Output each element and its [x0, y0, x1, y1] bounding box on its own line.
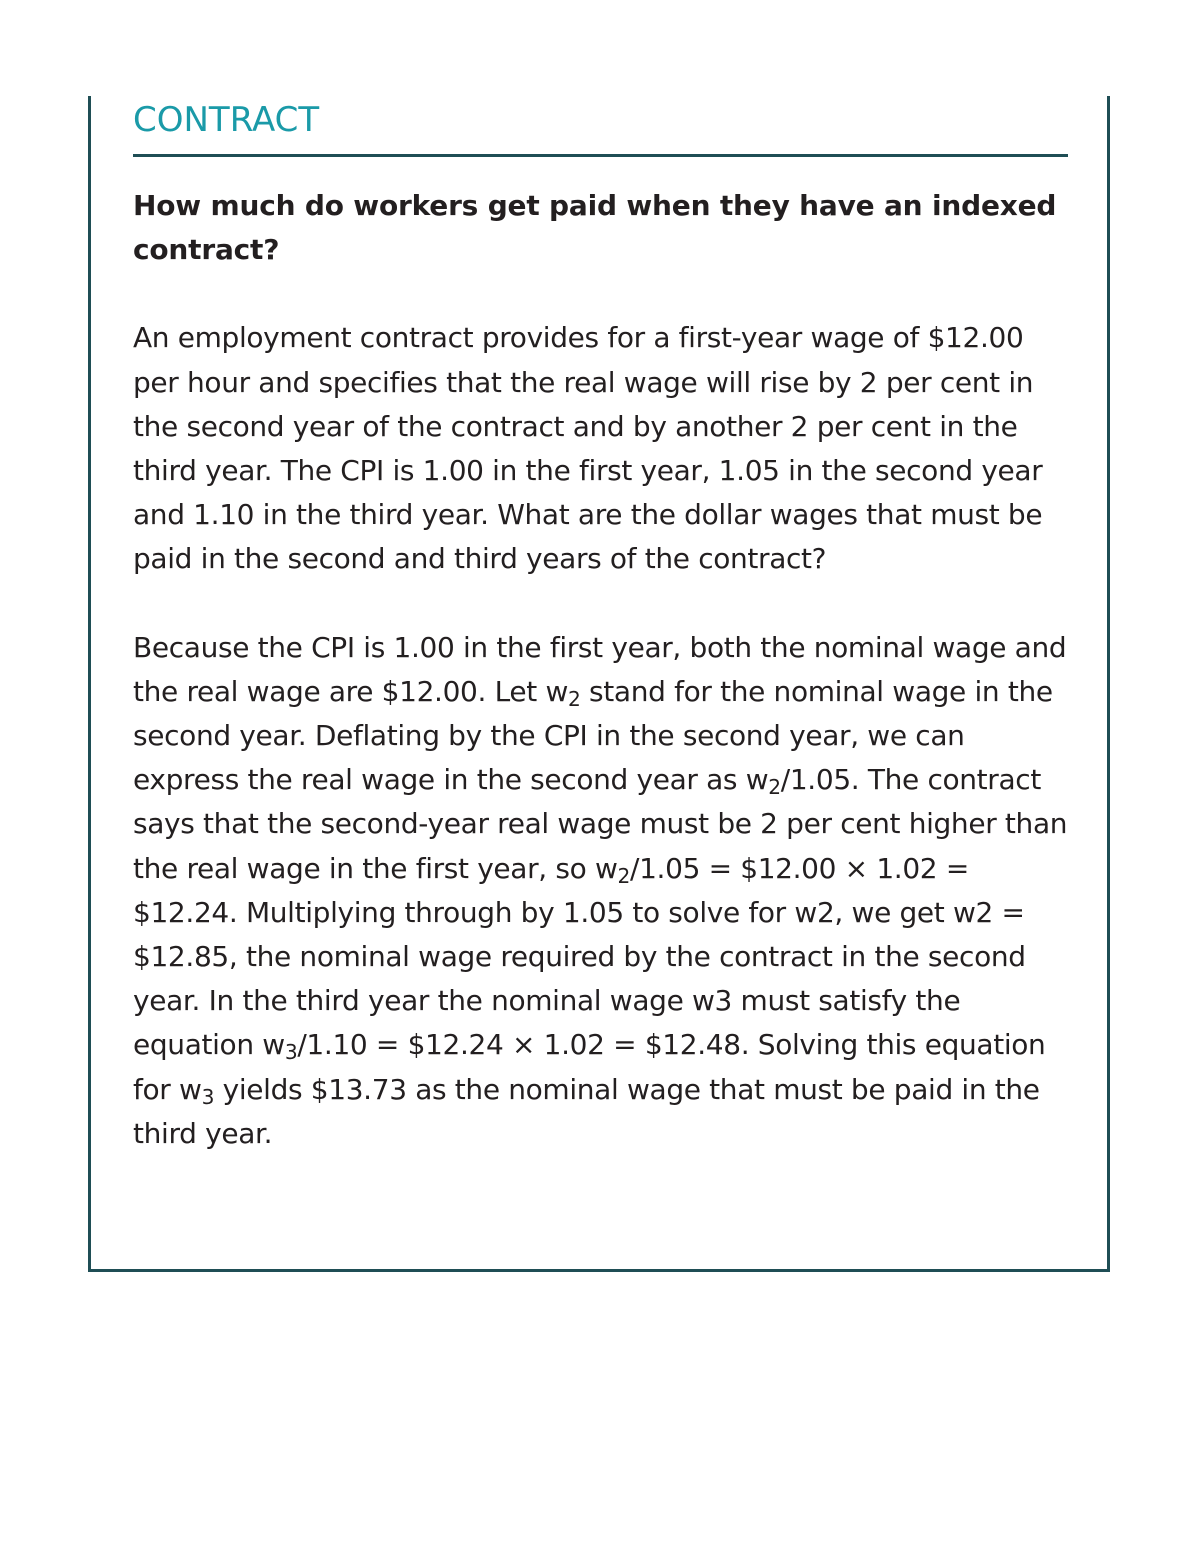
variable-base: w	[179, 1072, 202, 1106]
answer-segment: stand for the nominal wage in the second year. Deflating by the CPI in the second year, we can express the real wage in the second year as	[133, 674, 1053, 797]
variable-w3	[262, 1028, 298, 1065]
variable-subscript: 2	[768, 775, 781, 800]
answer-segment: /1.05. The contract says that the second-year real wage must be 2 per cent higher than the real wage in the first year, so	[133, 763, 1068, 885]
variable-w2	[545, 674, 581, 711]
variable-subscript: 3	[201, 1084, 215, 1109]
variable-w2	[594, 851, 630, 888]
answer-segment: /1.05 = $12.00 × 1.02 = $12.24. Multiplying through by 1.05 to solve for w2, we get w2 = $12.85, the nominal wage required by the contract in the second year. In the third year the nominal wage w3 must satisfy the equation	[133, 851, 1026, 1062]
paragraph-gap	[133, 582, 1073, 626]
variable-base: w	[262, 1028, 285, 1062]
answer-segment: yields $13.73 as the nominal wage that must be paid in the third year.	[133, 1072, 1040, 1150]
answer-text	[133, 626, 1073, 1156]
variable-w2	[745, 763, 781, 800]
variable-base: w	[545, 674, 569, 708]
variable-base: w	[594, 851, 618, 885]
answer-segment: /1.10 = $12.24 × 1.02 = $12.48. Solving this equation for	[133, 1028, 1046, 1106]
variable-subscript: 2	[568, 686, 581, 711]
paragraph-gap	[133, 272, 1073, 316]
section-heading: CONTRACT	[133, 100, 320, 140]
answer-segment: Because the CPI is 1.00 in the first year, both the nominal wage and the real wage are $12.00. Let	[133, 630, 1067, 708]
contract-content	[133, 184, 1073, 1156]
heading-divider	[133, 154, 1068, 157]
variable-base: w	[745, 763, 769, 797]
variable-w3	[179, 1072, 215, 1109]
question-text: How much do workers get paid when they have an indexed contract?	[133, 189, 1057, 267]
variable-subscript: 2	[617, 863, 630, 888]
variable-subscript: 3	[284, 1040, 298, 1065]
problem-text: An employment contract provides for a first-year wage of $12.00 per hour and specifies that the real wage will rise by 2 per cent in the second year of the contract and by another 2 per cent in the third year. The CPI is 1.00 in the first year, 1.05 in the second year and 1.10 in the third year. What are the dollar wages that must be paid in the second and third years of the contract?	[133, 321, 1043, 576]
